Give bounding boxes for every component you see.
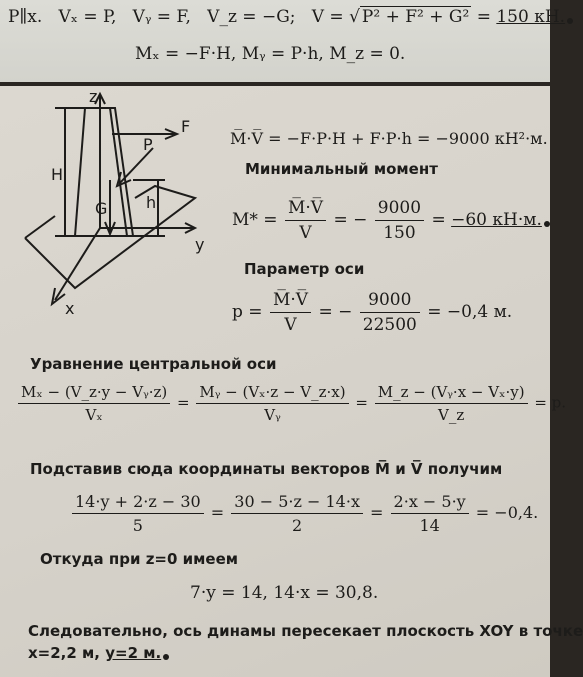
result-equation: 7·y = 14, 14·x = 30,8. [190, 583, 379, 603]
parallel-statement: P∥x. [8, 7, 43, 27]
mark-dot [567, 18, 573, 24]
v-result: 150 кН. [496, 7, 566, 27]
vx-value: Vₓ = P, [58, 7, 117, 27]
conclusion-x: x=2,2 м, [28, 644, 106, 662]
whence-text: Откуда при z=0 имеем [40, 550, 239, 568]
y-label: y [195, 235, 205, 254]
conclusion-line-2 [28, 644, 169, 662]
x-label: x [65, 299, 75, 318]
z-label: z [89, 87, 98, 106]
substituted-equation: $\frac{14\cdot y + 2\cdot z - 30}{5}$ = $\frac{30 - 5\cdot z - 14\cdot x}{2}$ = $\frac{2\cdot x - 5\cdot y}{14}$ = −0,4. [70, 492, 538, 535]
central-axis-equation: $\frac{\text{Mₓ − (V\_z·y − Vᵧ·z)}}{\text{Vₓ}}$ = $\frac{\text{Mᵧ − (Vₓ·z − V\_z·x)}}{\text{Vᵧ}}$ = $\frac{\text{M\_z − (Vᵧ·x − Vₓ·y)}}{V\_z}$ = p. [16, 383, 566, 424]
vy-value: Vᵧ = F, [132, 7, 191, 27]
axis-param-title: Параметр оси [244, 260, 365, 278]
substitute-text: Подставив сюда координаты векторов M̅ и V̅ получим [30, 460, 503, 478]
P-label: P [143, 135, 153, 154]
v-eq: = [471, 7, 497, 27]
pyramid-figure [15, 88, 215, 318]
h-label: h [146, 193, 157, 212]
dot-product-line: M̅·V̅ = −F·P·H + F·P·h = −9000 кН²·м. [230, 129, 548, 148]
F-label: F [181, 117, 191, 136]
axis-param-formula: p = $\frac{M̅\cdot V̅}{V}$ = − $\frac{9000}{22500}$ = −0,4 м. [232, 290, 513, 335]
G-label: G [95, 199, 108, 218]
moment-components-line: Mₓ = −F·H, Mᵧ = P·h, M_z = 0. [135, 44, 406, 64]
vz-value: V_z = −G; [207, 7, 296, 27]
conclusion-line-1: Следовательно, ось динамы пересекает плоскость XOY в точке [28, 622, 583, 640]
min-moment-title: Минимальный момент [245, 160, 438, 178]
force-components-line: P∥x. Vₓ = P, Vᵧ = F, V_z = −G; V = √ P² + F² + G² = 150 кН. [8, 6, 573, 27]
central-axis-title: Уравнение центральной оси [30, 355, 277, 373]
min-moment-result: −60 кН·м. [451, 210, 542, 230]
min-moment-formula: M* = $\frac{M̅\cdot V̅}{V}$ = − $\frac{9000}{150}$ = −60 кН·м. [232, 198, 550, 243]
x-axis [55, 228, 100, 300]
v-sqrt: P² + F² + G² [361, 7, 470, 27]
conclusion-y: y=2 м. [105, 644, 162, 662]
v-lhs: V = [311, 7, 350, 27]
H-label: H [51, 165, 64, 184]
